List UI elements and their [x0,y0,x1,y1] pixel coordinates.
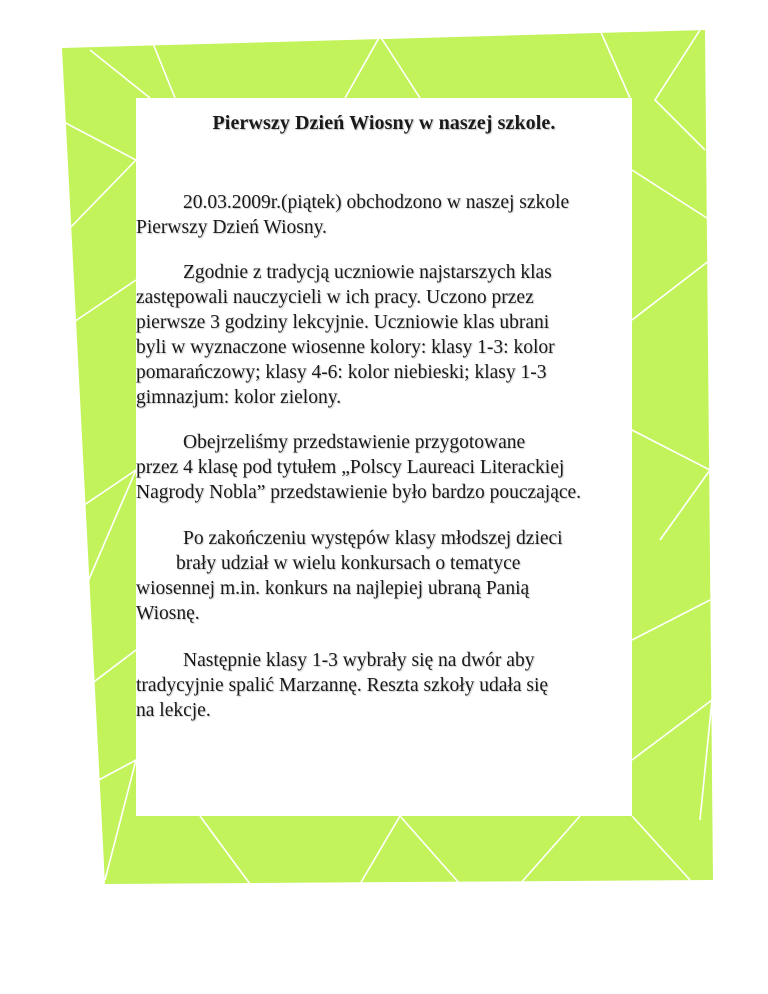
paragraph-3 [136,430,656,505]
paragraph-line: Następnie klasy 1-3 wybrały się na dwór aby [183,650,535,671]
paragraph-line: Zgodnie z tradycją uczniowie najstarszych klas [183,262,552,283]
paragraph-line: pierwsze 3 godziny lekcyjnie. Uczniowie klas ubrani [136,312,550,333]
paragraph-line: 20.03.2009r.(piątek) obchodzono w naszej szkole [183,192,570,213]
paragraph-line: gimnazjum: kolor zielony. [136,387,342,408]
paragraph-4 [136,526,656,626]
paragraph-line: pomarańczowy; klasy 4-6: kolor niebieski; klasy 1-3 [136,362,547,383]
paragraph-2 [136,260,656,410]
paragraph-line: Po zakończeniu występów klasy młodszej dzieci [183,528,563,549]
paragraph-line: przez 4 klasę pod tytułem „Polscy Laureaci Literackiej [136,457,565,478]
article [136,98,632,816]
paragraph-line: wiosennej m.in. konkurs na najlepiej ubraną Panią [136,578,530,599]
paragraph-5 [136,648,656,723]
paragraph-1 [136,190,656,240]
paragraph-line: Obejrzeliśmy przedstawienie przygotowane [183,432,526,453]
paragraph-line: tradycyjnie spalić Marzannę. Reszta szkoły udała się [136,675,549,696]
paragraph-line: Wiosnę. [136,603,200,624]
paragraph-line: Pierwszy Dzień Wiosny. [136,217,327,238]
paragraph-line: na lekcje. [136,700,211,721]
paragraph-line: zastępowali nauczycieli w ich pracy. Uczono przez [136,287,534,308]
paragraph-line: brały udział w wielu konkursach o tematyce [176,553,521,574]
paragraph-line: Nagrody Nobla” przedstawienie było bardzo pouczające. [136,482,582,503]
paragraph-line: byli w wyznaczone wiosenne kolory: klasy 1-3: kolor [136,337,555,358]
article-title: Pierwszy Dzień Wiosny w naszej szkole. [212,112,556,134]
